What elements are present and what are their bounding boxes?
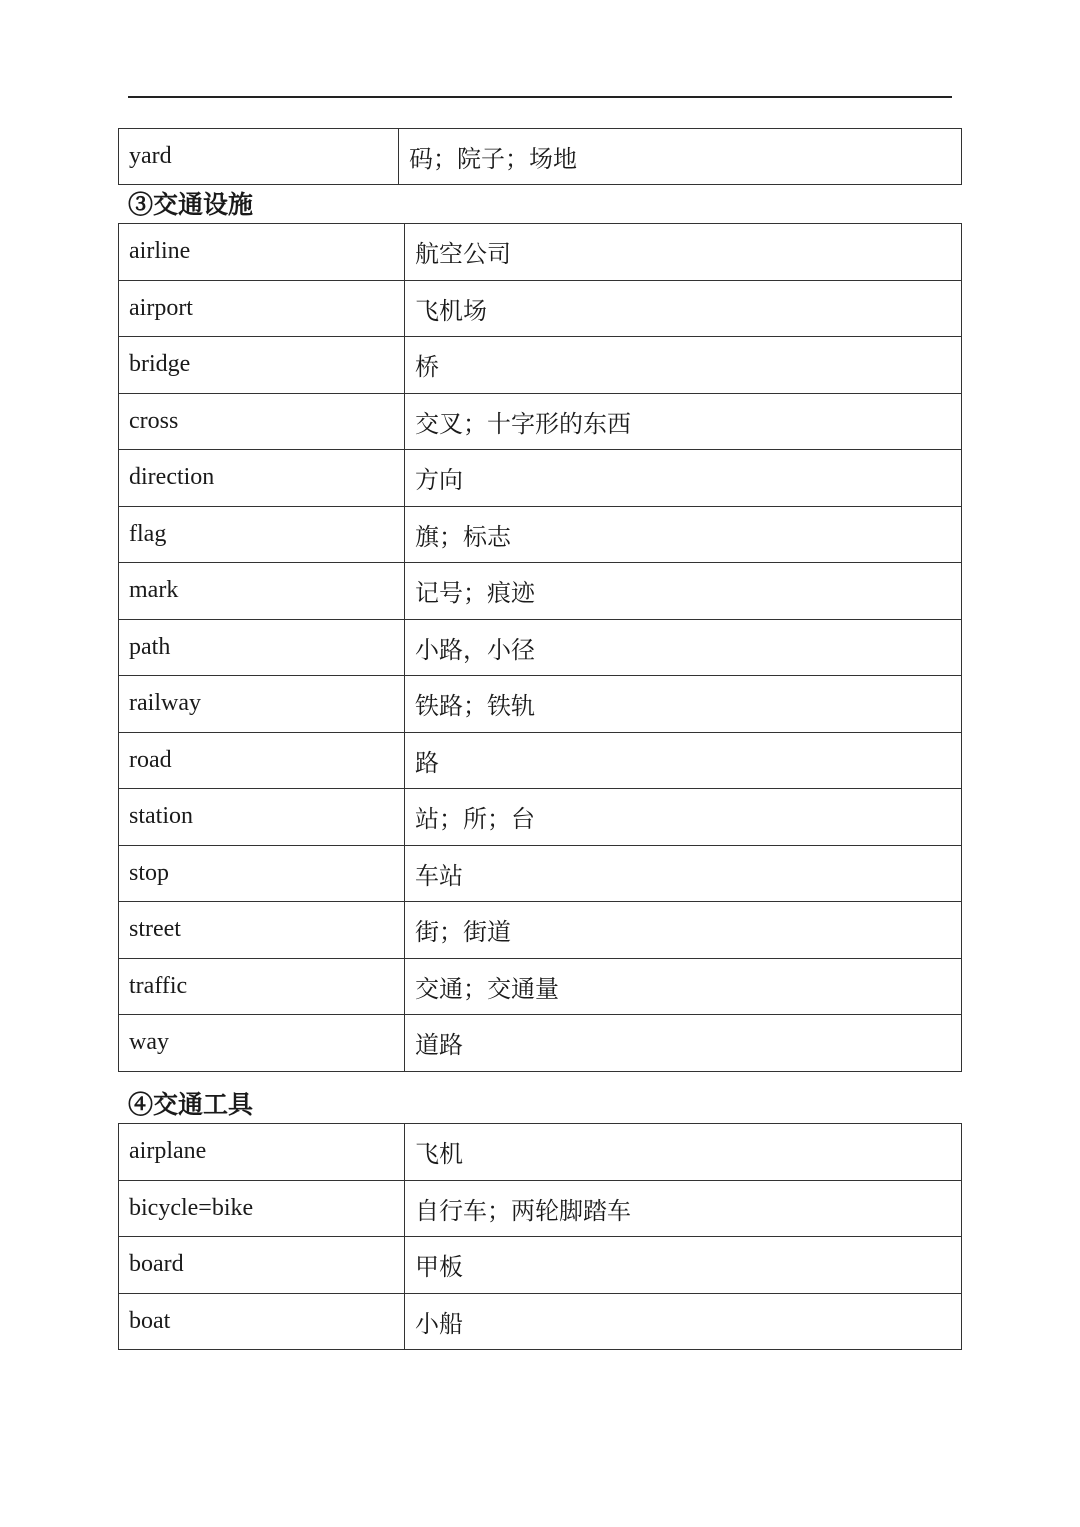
- english-word: boat: [119, 1293, 405, 1350]
- chinese-meaning: 飞机: [405, 1124, 962, 1181]
- english-word: traffic: [119, 958, 405, 1015]
- table-row: [119, 732, 962, 789]
- table-row: [119, 563, 962, 620]
- english-word: airplane: [119, 1124, 405, 1181]
- chinese-meaning: 小路，小径: [405, 619, 962, 676]
- table-row: [119, 789, 962, 846]
- chinese-meaning: 交叉；十字形的东西: [405, 393, 962, 450]
- english-word: railway: [119, 676, 405, 733]
- english-word: bridge: [119, 337, 405, 394]
- chinese-meaning: 小船: [405, 1293, 962, 1350]
- english-word: station: [119, 789, 405, 846]
- english-word: bicycle=bike: [119, 1180, 405, 1237]
- chinese-meaning: 方向: [405, 450, 962, 507]
- english-word: road: [119, 732, 405, 789]
- table-row: [119, 1237, 962, 1294]
- table-row: [119, 902, 962, 959]
- english-word: airport: [119, 280, 405, 337]
- chinese-meaning: 自行车；两轮脚踏车: [405, 1180, 962, 1237]
- section-title-vehicles: ④交通工具: [128, 1092, 254, 1119]
- chinese-meaning: 码；院子；场地: [399, 129, 962, 185]
- chinese-meaning: 航空公司: [405, 224, 962, 281]
- header-rule: [128, 96, 952, 98]
- table-row: [119, 129, 962, 185]
- english-word: direction: [119, 450, 405, 507]
- english-word: way: [119, 1015, 405, 1072]
- chinese-meaning: 甲板: [405, 1237, 962, 1294]
- table-row: [119, 337, 962, 394]
- chinese-meaning: 道路: [405, 1015, 962, 1072]
- chinese-meaning: 站；所；台: [405, 789, 962, 846]
- table-row: [119, 1124, 962, 1181]
- chinese-meaning: 铁路；铁轨: [405, 676, 962, 733]
- section-title-transport-facilities: ③交通设施: [128, 192, 254, 219]
- english-word: path: [119, 619, 405, 676]
- chinese-meaning: 记号；痕迹: [405, 563, 962, 620]
- vocab-table-transport-facilities: [118, 223, 962, 1072]
- table-row: [119, 1293, 962, 1350]
- table-row: [119, 619, 962, 676]
- chinese-meaning: 车站: [405, 845, 962, 902]
- english-word: cross: [119, 393, 405, 450]
- english-word: flag: [119, 506, 405, 563]
- english-word: mark: [119, 563, 405, 620]
- vocab-table-continued: [118, 128, 962, 185]
- english-word: stop: [119, 845, 405, 902]
- vocab-table-vehicles: [118, 1123, 962, 1350]
- english-word: street: [119, 902, 405, 959]
- chinese-meaning: 旗；标志: [405, 506, 962, 563]
- english-word: airline: [119, 224, 405, 281]
- table-row: [119, 1180, 962, 1237]
- chinese-meaning: 飞机场: [405, 280, 962, 337]
- table-row: [119, 958, 962, 1015]
- english-word: yard: [119, 129, 399, 185]
- table-row: [119, 450, 962, 507]
- english-word: board: [119, 1237, 405, 1294]
- chinese-meaning: 街；街道: [405, 902, 962, 959]
- table-row: [119, 676, 962, 733]
- chinese-meaning: 桥: [405, 337, 962, 394]
- table-row: [119, 1015, 962, 1072]
- chinese-meaning: 交通；交通量: [405, 958, 962, 1015]
- table-row: [119, 506, 962, 563]
- table-row: [119, 280, 962, 337]
- table-row: [119, 224, 962, 281]
- table-row: [119, 393, 962, 450]
- table-row: [119, 845, 962, 902]
- chinese-meaning: 路: [405, 732, 962, 789]
